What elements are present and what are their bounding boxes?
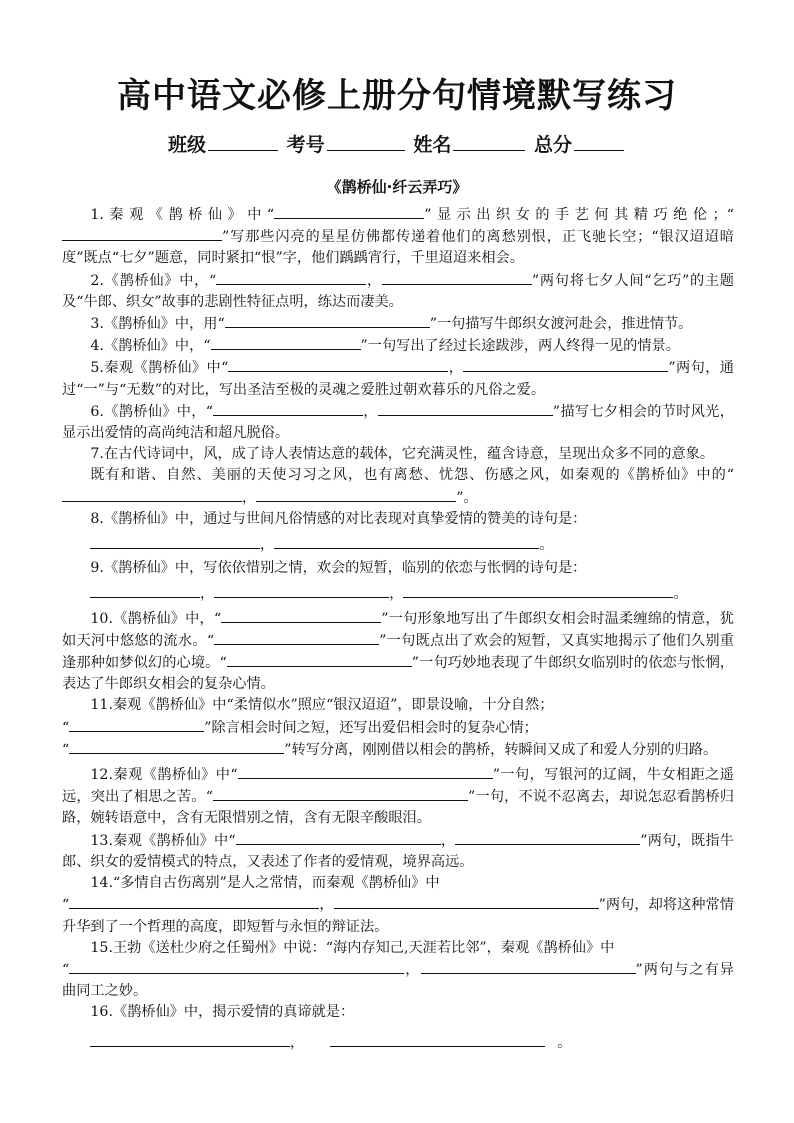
question-15-answer: “ ， ”两句与之有异曲同工之妙。 xyxy=(62,959,734,1002)
score-blank[interactable] xyxy=(574,132,624,151)
answer-blank[interactable] xyxy=(330,1032,545,1047)
answer-blank[interactable] xyxy=(463,357,668,372)
answer-blank[interactable] xyxy=(455,830,640,845)
question-8-answer: ， 。 xyxy=(62,534,734,556)
answer-blank[interactable] xyxy=(69,894,319,909)
class-label: 班级 xyxy=(168,134,207,156)
answer-blank[interactable] xyxy=(274,534,539,549)
question-9: 9.《鹊桥仙》中，写依依惜别之情，欢会的短暂，临别的依恋与怅惘的诗句是： xyxy=(90,560,587,577)
answer-blank[interactable] xyxy=(213,401,363,416)
answer-blank[interactable] xyxy=(228,357,448,372)
question-7: 7.在古代诗词中，风，成了诗人表情达意的载体，它充满灵性，蕴含诗意，呈现出众多不同的意象。 xyxy=(90,446,715,463)
question-2: 2.《鹊桥仙》中，“ ， ”两句将七夕人间“乞巧”的主题及“牛郎、织女”故事的悲剧性特征点明，练达而凄美。 xyxy=(62,270,734,313)
section-title: 《鹊桥仙·纤云弄巧》 xyxy=(326,178,468,196)
answer-blank[interactable] xyxy=(90,534,260,549)
page-title: 高中语文必修上册分句情境默写练习 xyxy=(117,76,677,116)
score-label: 总分 xyxy=(533,134,572,156)
question-5: 5.秦观《鹊桥仙》中“ ， ”两句，通过“一”与“无数”的对比，写出圣洁至极的灵魂之爱胜过朝欢暮乐的凡俗之爱。 xyxy=(62,357,734,400)
question-14-answer: “ ， ”两句，却将这种常情升华到了一个哲理的高度，即短暂与永恒的辩证法。 xyxy=(62,894,734,937)
answer-blank[interactable] xyxy=(334,894,599,909)
answer-blank[interactable] xyxy=(221,608,381,623)
exam-number-blank[interactable] xyxy=(327,132,405,151)
answer-blank[interactable] xyxy=(227,652,412,667)
answer-blank[interactable] xyxy=(403,583,673,598)
answer-blank[interactable] xyxy=(90,583,200,598)
question-11-b: “ ”转写分离，刚刚借以相会的鹊桥，转瞬间又成了和爱人分别的归路。 xyxy=(62,739,734,761)
name-label: 姓名 xyxy=(413,134,452,156)
question-15: 15.王勃《送杜少府之任蜀州》中说：“海内存知己,天涯若比邻”，秦观《鹊桥仙》中 xyxy=(90,939,615,956)
answer-blank[interactable] xyxy=(274,204,424,219)
question-13: 13.秦观《鹊桥仙》中“ ， ”两句，既指牛郎、织女的爱情模式的特点，又表述了作者的爱情观，境界高远。 xyxy=(62,830,734,873)
answer-blank[interactable] xyxy=(90,1032,290,1047)
question-9-answer: ， ， 。 xyxy=(62,583,734,605)
question-11-a: “ ”除言相会时间之短，还写出爱侣相会时的复杂心情； xyxy=(62,717,734,739)
question-1: 1.秦观《鹊桥仙》中“ ”显示出织女的手艺何其精巧绝伦；“”写那些闪亮的星星仿佛都传递着他们的离愁别恨，正飞驰长空；“银汉迢迢暗度”既点“七夕”题意，同时紧扣“恨”字，他们踽踽宵行，千里迢迢来相会。 xyxy=(62,204,734,270)
answer-blank[interactable] xyxy=(62,487,242,502)
question-6: 6.《鹊桥仙》中，“ ， ”描写七夕相会的节时风光，显示出爱情的高尚纯洁和超凡脱俗。 xyxy=(62,401,734,444)
answer-blank[interactable] xyxy=(238,764,493,779)
answer-blank[interactable] xyxy=(214,630,379,645)
name-blank[interactable] xyxy=(453,132,525,151)
question-12: 12.秦观《鹊桥仙》中“ ”一句，写银河的辽阔，牛女相距之遥远，突出了相思之苦。“ ”一句，不说不忍离去，却说怎忍看鹊桥归路，婉转语意中，含有无限惜别之情，含有无限辛酸眼泪。 xyxy=(62,764,734,830)
question-10: 10.《鹊桥仙》中，“ ”一句形象地写出了牛郎织女相会时温柔缠绵的情意，犹如天河中悠悠的流水。“ ”一句既点出了欢会的短暂，又真实地揭示了他们久别重逢那种如梦似幻的心境。“ ”一句巧妙地表现了牛郎织女临别时的依恋与怅惘，表达了牛郎织女相会的复杂心情。 xyxy=(62,608,734,696)
exam-number-label: 考号 xyxy=(286,134,325,156)
student-info-line xyxy=(0,130,794,157)
question-4: 4.《鹊桥仙》中，“ ”一句写出了经过长途跋涉，两人终得一见的情景。 xyxy=(62,335,734,357)
answer-blank[interactable] xyxy=(62,226,222,241)
question-11: 11.秦观《鹊桥仙》中“柔情似水”照应“银汉迢迢”，即景设喻，十分自然； xyxy=(90,697,554,714)
answer-blank[interactable] xyxy=(211,335,361,350)
question-16: 16.《鹊桥仙》中，揭示爱情的真谛就是： xyxy=(90,1004,355,1021)
answer-blank[interactable] xyxy=(69,959,404,974)
answer-blank[interactable] xyxy=(216,270,366,285)
answer-blank[interactable] xyxy=(225,313,430,328)
answer-blank[interactable] xyxy=(421,959,636,974)
class-blank[interactable] xyxy=(208,132,278,151)
answer-blank[interactable] xyxy=(214,583,389,598)
question-8: 8.《鹊桥仙》中，通过与世间凡俗情感的对比表现对真挚爱情的赞美的诗句是： xyxy=(90,510,587,527)
answer-blank[interactable] xyxy=(69,739,284,754)
question-16-answer: ， 。 xyxy=(62,1032,734,1054)
answer-blank[interactable] xyxy=(378,401,553,416)
answer-blank[interactable] xyxy=(69,717,204,732)
question-3: 3.《鹊桥仙》中，用“ ”一句描写牛郎织女渡河赴会，推进情节。 xyxy=(62,313,734,335)
answer-blank[interactable] xyxy=(382,270,532,285)
answer-blank[interactable] xyxy=(213,786,468,801)
question-14: 14.“多情自古伤离别”是人之常情，而秦观《鹊桥仙》中 xyxy=(90,875,440,892)
answer-blank[interactable] xyxy=(236,830,441,845)
questions-list xyxy=(62,204,734,1054)
question-7-cont: 既有和谐、自然、美丽的天使习习之风，也有离愁、忧怨、伤感之风，如秦观的《鹊桥仙》中的“， ”。 xyxy=(62,465,734,508)
answer-blank[interactable] xyxy=(256,487,456,502)
